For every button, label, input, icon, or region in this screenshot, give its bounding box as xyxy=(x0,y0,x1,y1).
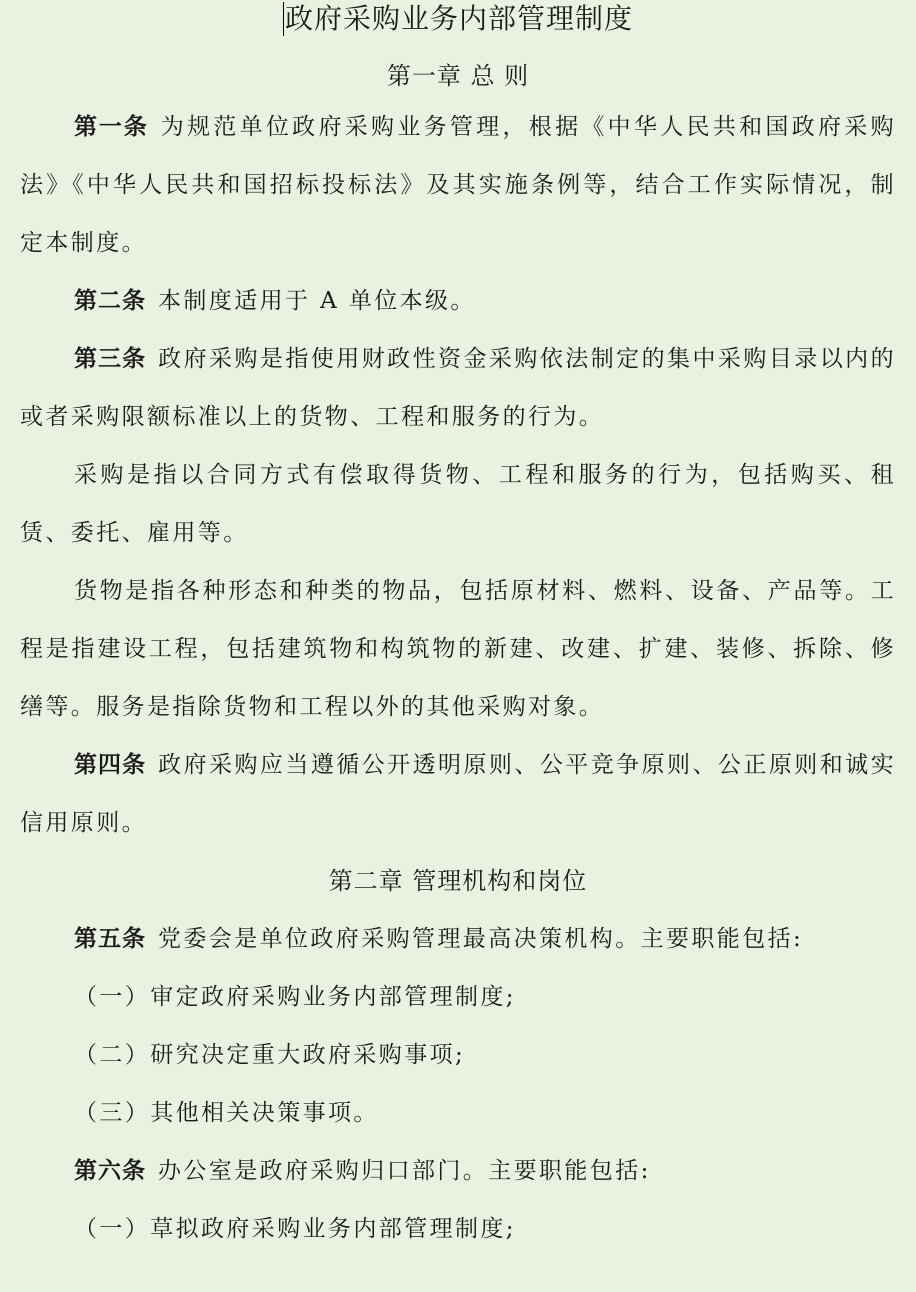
article-6 xyxy=(20,1142,896,1200)
article-2 xyxy=(20,272,896,330)
article-4-label: 第四条 xyxy=(74,752,147,778)
article-1-label: 第一条 xyxy=(74,114,149,140)
article-2-label: 第二条 xyxy=(74,288,146,314)
article-5-item-3: （三）其他相关决策事项。 xyxy=(74,1100,379,1126)
article-3-label: 第三条 xyxy=(74,346,147,372)
chapter-1-heading: 第一章 总 则 xyxy=(386,62,530,90)
article-3 xyxy=(20,330,896,446)
article-5-item-1: （一）审定政府采购业务内部管理制度; xyxy=(74,984,516,1010)
article-4 xyxy=(20,736,896,852)
article-5 xyxy=(20,910,896,968)
article-6-item-1: （一）草拟政府采购业务内部管理制度; xyxy=(74,1216,516,1242)
paragraph-goods-definition: 货物是指各种形态和种类的物品，包括原材料、燃料、设备、产品等。工程是指建设工程，包括建筑物和构筑物的新建、改建、扩建、装修、拆除、修缮等。服务是指除货物和工程以外的其他采购对象。 xyxy=(20,578,896,720)
chapter-2-heading: 第二章 管理机构和岗位 xyxy=(328,867,588,895)
article-1 xyxy=(20,98,896,272)
article-1-text: 为规范单位政府采购业务管理，根据《中华人民共和国政府采购法》《中华人民共和国招标投标法》及其实施条例等，结合工作实际情况，制定本制度。 xyxy=(20,114,897,256)
article-5-text: 党委会是单位政府采购管理最高决策机构。主要职能包括: xyxy=(158,926,804,952)
document-title-text: 政府采购业务内部管理制度 xyxy=(284,2,633,35)
article-5-label: 第五条 xyxy=(74,926,146,952)
article-5-item-2: （二）研究决定重大政府采购事项; xyxy=(74,1042,466,1068)
article-2-text: 本制度适用于 A 单位本级。 xyxy=(158,288,476,314)
text-cursor xyxy=(283,2,284,36)
paragraph-purchase-definition: 采购是指以合同方式有偿取得货物、工程和服务的行为，包括购买、租赁、委托、雇用等。 xyxy=(20,462,896,546)
article-6-text: 办公室是政府采购归口部门。主要职能包括: xyxy=(158,1158,651,1184)
article-6-label: 第六条 xyxy=(74,1158,146,1184)
article-4-text: 政府采购应当遵循公开透明原则、公平竞争原则、公正原则和诚实信用原则。 xyxy=(20,752,896,836)
article-3-text: 政府采购是指使用财政性资金采购依法制定的集中采购目录以内的或者采购限额标准以上的货物、工程和服务的行为。 xyxy=(20,346,896,430)
document-title xyxy=(20,0,896,38)
